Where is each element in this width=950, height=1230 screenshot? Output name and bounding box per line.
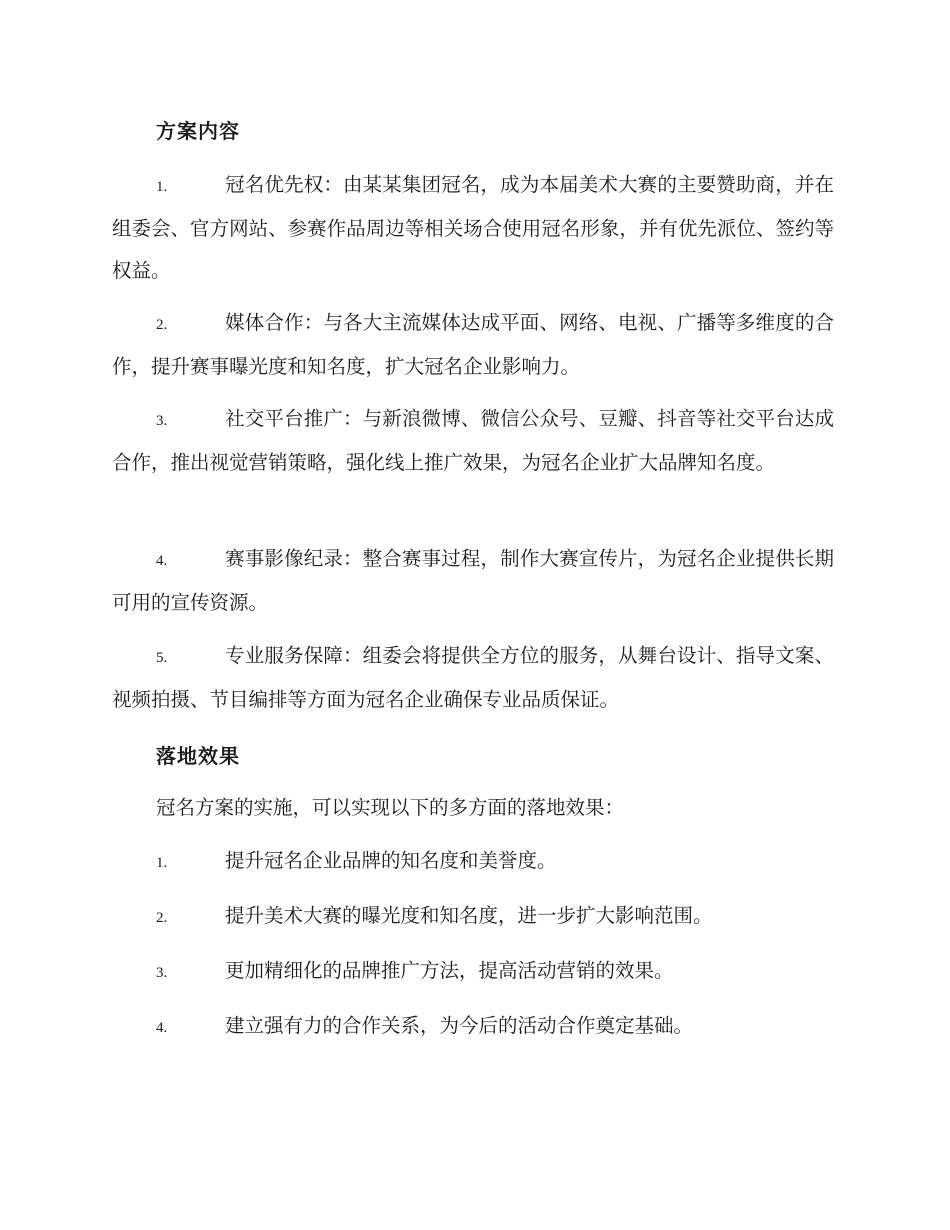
plan-item-5	[112, 635, 834, 721]
section-title-landing-effect: 落地效果	[156, 744, 240, 768]
list-item-text: 提升美术大赛的曝光度和知名度，进一步扩大影响范围。	[225, 904, 713, 927]
effect-item-4	[112, 1005, 834, 1049]
effect-item-2	[112, 895, 834, 939]
list-number: 4.	[156, 553, 168, 569]
list-number: 2.	[156, 910, 168, 926]
list-item-text: 建立强有力的合作关系，为今后的活动合作奠定基础。	[225, 1014, 694, 1037]
list-item-text: 冠名优先权：由某某集团冠名，成为本届美术大赛的主要赞助商，并在组委会、官方网站、参赛作品周边等相关场合使用冠名形象，并有优先派位、签约等权益。	[112, 173, 834, 282]
plan-item-4	[112, 538, 834, 624]
list-number: 1.	[156, 855, 168, 871]
list-item-text: 赛事影像纪录：整合赛事过程，制作大赛宣传片，为冠名企业提供长期可用的宣传资源。	[112, 547, 834, 614]
list-number: 1.	[156, 179, 168, 195]
list-item-text: 媒体合作：与各大主流媒体达成平面、网络、电视、广播等多维度的合作，提升赛事曝光度和知名度，扩大冠名企业影响力。	[112, 311, 834, 378]
plan-item-2	[112, 302, 834, 388]
list-number: 3.	[156, 413, 168, 429]
plan-item-1	[112, 164, 834, 292]
effect-item-1	[112, 840, 834, 884]
list-number: 5.	[156, 650, 168, 666]
list-item-text: 专业服务保障：组委会将提供全方位的服务，从舞台设计、指导文案、视频拍摄、节目编排等方面为冠名企业确保专业品质保证。	[112, 644, 834, 711]
section-title-plan-content: 方案内容	[156, 119, 240, 143]
list-item-text: 社交平台推广：与新浪微博、微信公众号、豆瓣、抖音等社交平台达成合作，推出视觉营销策略，强化线上推广效果，为冠名企业扩大品牌知名度。	[112, 407, 834, 474]
list-number: 2.	[156, 317, 168, 333]
plan-item-3	[112, 398, 834, 484]
list-item-text: 提升冠名企业品牌的知名度和美誉度。	[225, 849, 557, 872]
list-number: 3.	[156, 965, 168, 981]
list-item-text: 更加精细化的品牌推广方法，提高活动营销的效果。	[225, 959, 674, 982]
landing-effect-intro: 冠名方案的实施，可以实现以下的多方面的落地效果：	[156, 796, 625, 819]
list-number: 4.	[156, 1020, 168, 1036]
effect-item-3	[112, 950, 834, 994]
